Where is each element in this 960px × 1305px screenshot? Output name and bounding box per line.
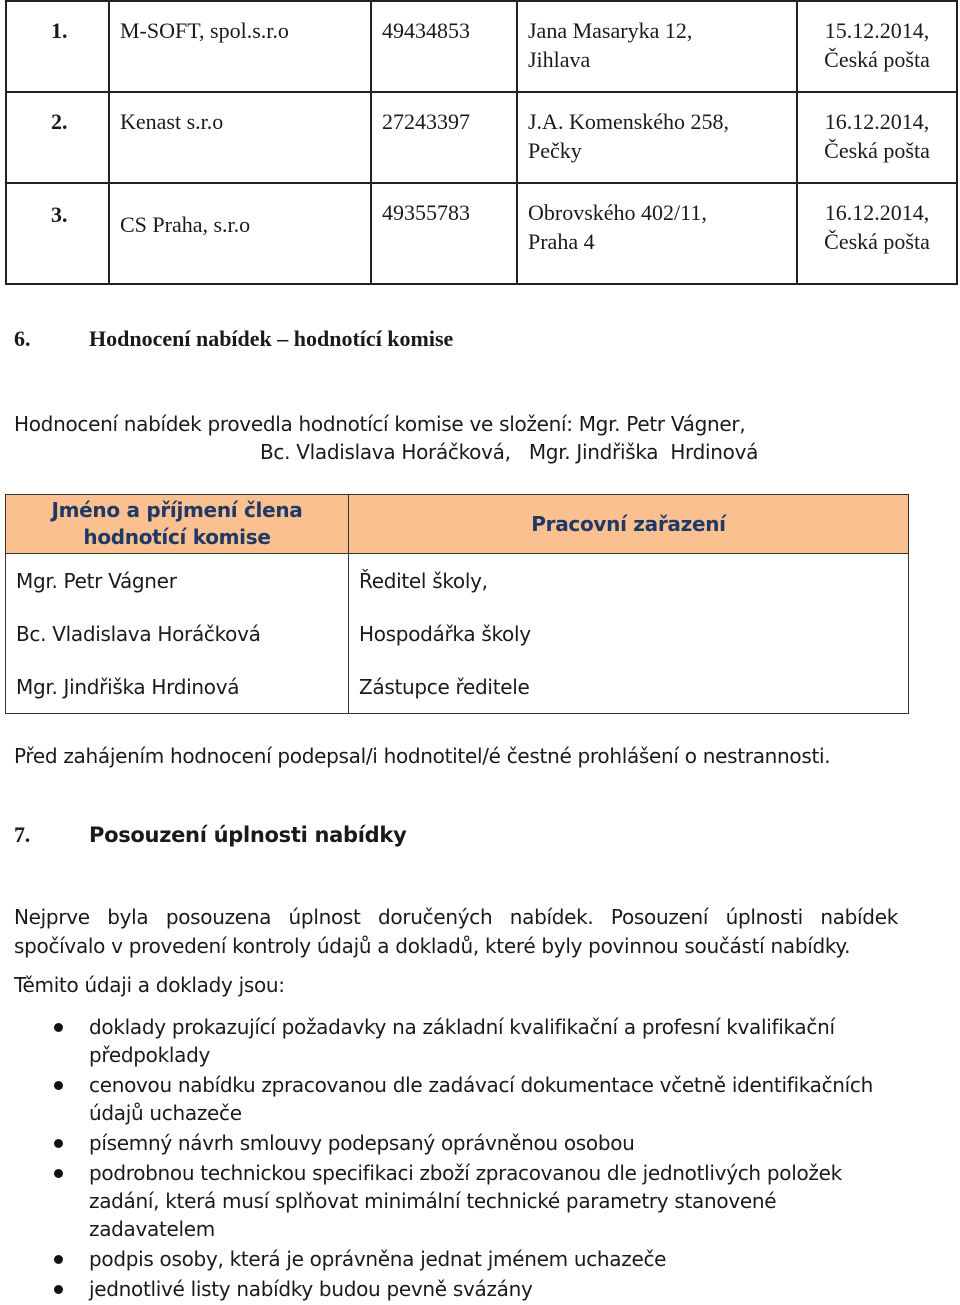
table-row (6, 554, 909, 608)
row-number: 3. (6, 183, 109, 284)
company-address: J.A. Komenského 258, Pečky (517, 92, 797, 183)
documents-lead: Těmito údaji a doklady jsou: (14, 973, 285, 997)
section-number: 6. (14, 326, 31, 351)
member-name: Mgr. Petr Vágner (6, 554, 349, 608)
list-item: písemný návrh smlouvy podepsaný oprávněnou osobou (0, 1129, 880, 1157)
list-item: podrobnou technickou specifikaci zboží zpracovanou dle jednotlivých položek zadání, která musí splňovat minimální technické parametry stanovené zadavatelem (0, 1159, 880, 1243)
company-id: 49434853 (371, 1, 517, 92)
member-role: Zástupce ředitele (349, 660, 909, 714)
list-item: podpis osoby, která je oprávněna jednat jménem uchazeče (0, 1245, 880, 1273)
bullet-icon (54, 1169, 63, 1178)
bidders-table (5, 0, 958, 285)
delivery-date: 16.12.2014, Česká pošta (797, 92, 957, 183)
company-address: Jana Masaryka 12, Jihlava (517, 1, 797, 92)
column-header-name: Jméno a příjmení člena hodnotící komise (6, 495, 349, 554)
row-number: 1. (6, 1, 109, 92)
member-role: Hospodářka školy (349, 607, 909, 660)
table-row (6, 1, 957, 92)
company-name: CS Praha, s.r.o (109, 183, 371, 284)
column-header-role: Pracovní zařazení (349, 495, 909, 554)
committee-intro: Hodnocení nabídek provedla hodnotící komise ve složení: Mgr. Petr Vágner, Bc. Vladislava Horáčková, Mgr. Jindřiška Hrdinová (14, 412, 759, 464)
row-number: 2. (6, 92, 109, 183)
list-item: jednotlivé listy nabídky budou pevně svázány (0, 1275, 880, 1303)
company-name: Kenast s.r.o (109, 92, 371, 183)
member-role: Ředitel školy, (349, 554, 909, 608)
completeness-paragraph: Nejprve byla posouzena úplnost doručených nabídek. Posouzení úplnosti nabídek spočívalo v provedení kontroly údajů a dokladů, které byly povinnou součástí nabídky. (14, 905, 898, 958)
required-documents-list (0, 1013, 880, 1305)
section-title: Posouzení úplnosti nabídky (89, 823, 407, 847)
bullet-icon (54, 1285, 63, 1294)
committee-table (5, 494, 909, 714)
company-name: M-SOFT, spol.s.r.o (109, 1, 371, 92)
list-item: cenovou nabídku zpracovanou dle zadávací dokumentace včetně identifikačních údajů uchazeče (0, 1071, 880, 1127)
section-7-heading (14, 822, 406, 848)
table-row (6, 92, 957, 183)
bullet-icon (54, 1255, 63, 1264)
delivery-date: 16.12.2014, Česká pošta (797, 183, 957, 284)
company-id: 49355783 (371, 183, 517, 284)
impartiality-declaration: Před zahájením hodnocení podepsal/i hodnotitel/é čestné prohlášení o nestrannosti. (14, 744, 831, 768)
member-name: Mgr. Jindřiška Hrdinová (6, 660, 349, 714)
table-row (6, 660, 909, 714)
section-title: Hodnocení nabídek – hodnotící komise (89, 326, 454, 351)
member-name: Bc. Vladislava Horáčková (6, 607, 349, 660)
bullet-icon (54, 1081, 63, 1090)
bullet-icon (54, 1023, 63, 1032)
list-item: doklady prokazující požadavky na základní kvalifikační a profesní kvalifikační předpoklady (0, 1013, 880, 1069)
bullet-icon (54, 1139, 63, 1148)
table-header-row (6, 495, 909, 554)
table-row (6, 183, 957, 284)
company-id: 27243397 (371, 92, 517, 183)
section-number: 7. (14, 822, 30, 847)
section-6-heading (14, 326, 453, 352)
company-address: Obrovského 402/11, Praha 4 (517, 183, 797, 284)
table-row (6, 607, 909, 660)
delivery-date: 15.12.2014, Česká pošta (797, 1, 957, 92)
